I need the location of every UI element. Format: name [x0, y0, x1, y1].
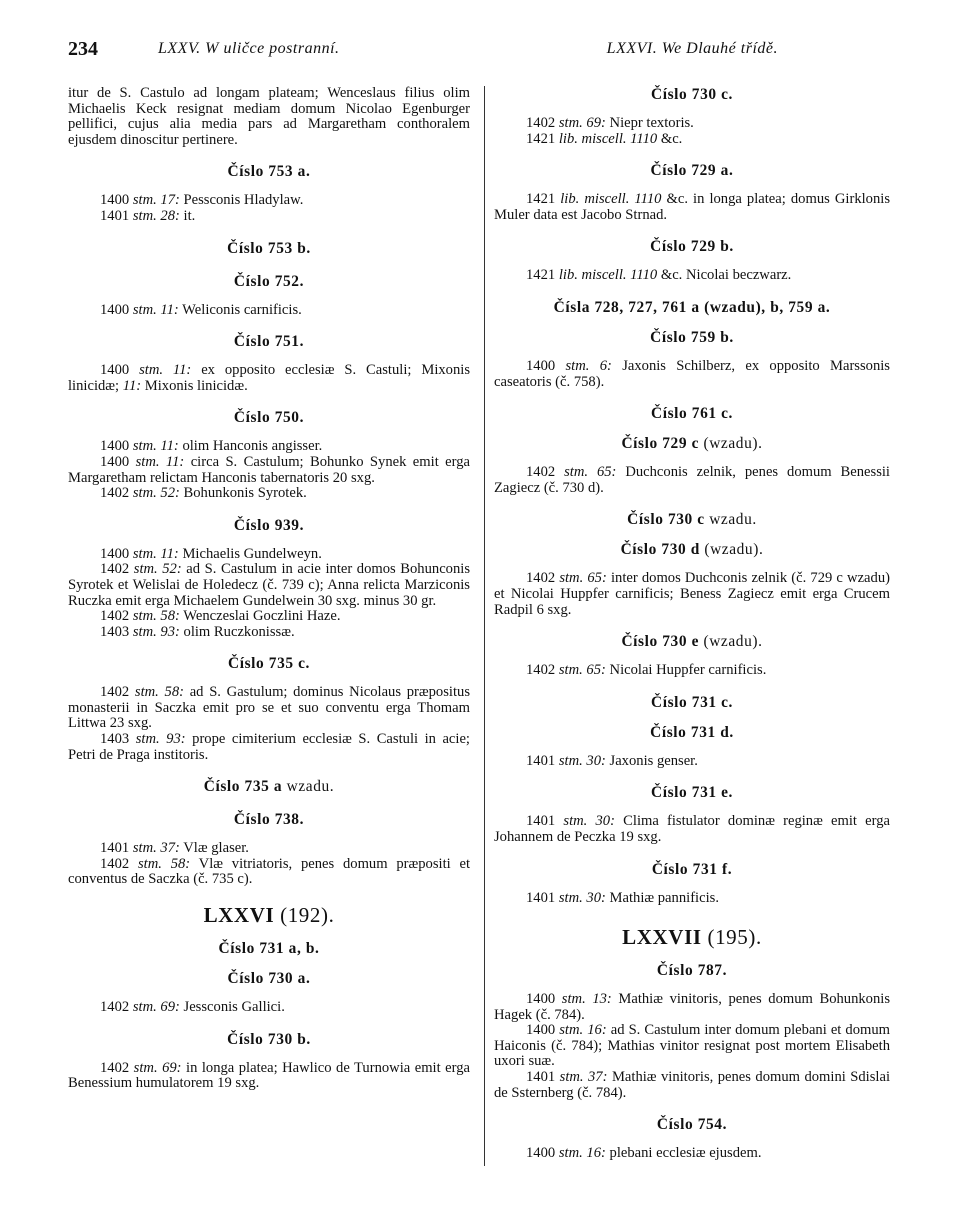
right-column — [494, 86, 890, 1162]
entry: 1400 stm. 11: Michaelis Gundelweyn. — [100, 545, 322, 562]
entry: 1401 stm. 30: Mathiæ pannificis. — [526, 889, 719, 906]
entry: 1421 lib. miscell. 1110 &c. — [526, 130, 683, 147]
heading-735a: Číslo 735 a wzadu. — [203, 778, 335, 796]
entry: 1401 stm. 30: Jaxonis genser. — [526, 752, 698, 769]
heading-728-group: Čísla 728, 727, 761 a (wzadu), b, 759 a. — [553, 298, 831, 316]
entry: 1400 stm. 11: olim Hanconis angisser. — [100, 438, 323, 455]
right-running-title: LXXVI. We Dlauhé třídě. — [606, 40, 778, 57]
heading-730d-wzadu: Číslo 730 d (wzadu). — [620, 541, 764, 559]
section-heading-lxxvi: LXXVI (192). — [203, 903, 335, 928]
entry: 1400 stm. 16: ad S. Castulum inter domum plebani et domum Haiconis (č. 784); Mathias vinitor resignat post mortem Elisabeth uxori suæ. — [494, 1022, 891, 1070]
heading-752: Číslo 752. — [233, 272, 305, 290]
heading-729a: Číslo 729 a. — [650, 162, 734, 180]
heading-754: Číslo 754. — [656, 1116, 728, 1134]
heading-759b: Číslo 759 b. — [650, 328, 734, 346]
heading-731ab: Číslo 731 a, b. — [218, 940, 320, 958]
entry: 1402 stm. 69: Niepr textoris. — [526, 115, 694, 131]
entry: 1402 stm. 58: Wenczeslai Goczlini Haze. — [100, 608, 341, 625]
heading-730c-wzadu: Číslo 730 c wzadu. — [627, 511, 757, 529]
entry: 1402 stm. 65: Nicolai Huppfer carnificis. — [526, 662, 767, 679]
entry: 1402 stm. 65: Duchconis zelnik, penes domum Benessii Zagiecz (č. 730 d). — [494, 464, 890, 496]
entry: 1401 stm. 37: Vlæ glaser. — [100, 840, 249, 857]
entry: 1421 lib. miscell. 1110 &c. Nicolai beczwarz. — [526, 267, 792, 284]
heading-750: Číslo 750. — [233, 409, 305, 427]
heading-753b: Číslo 753 b. — [227, 239, 311, 257]
entry: 1403 stm. 93: prope cimiterium ecclesiæ S. Castuli in acie; Petri de Praga institoris. — [68, 731, 470, 763]
entry: 1402 stm. 69: in longa platea; Hawlico de Turnowia emit erga Benessium humulatorem 19 sxg. — [68, 1059, 470, 1092]
entry: 1401 stm. 28: it. — [100, 207, 196, 224]
entry: 1400 stm. 6: Jaxonis Schilberz, ex opposito Marssonis caseatoris (č. 758). — [494, 357, 890, 390]
entry: 1400 stm. 16: plebani ecclesiæ ejusdem. — [526, 1145, 762, 1162]
heading-729b: Číslo 729 b. — [650, 238, 734, 256]
heading-730c: Číslo 730 c. — [650, 86, 733, 103]
intro-paragraph: itur de S. Castulo ad longam plateam; Wenceslaus filius olim Michaelis Keck resignat mediam domum Nicolao Egenburger pellifici, cujus alia media pars ad Margaretham conthoralem ejusdem dinoscitur pertinere. — [68, 85, 470, 148]
entry: 1402 stm. 65: inter domos Duchconis zelnik (č. 729 c wzadu) et Nicolai Huppfer carnificis; Beness Zagiecz emit erga Crucem Radpil 6 sxg. — [494, 570, 890, 618]
heading-753a: Číslo 753 a. — [227, 163, 311, 181]
running-header — [68, 38, 890, 64]
heading-730e-wzadu: Číslo 730 e (wzadu). — [621, 633, 763, 651]
heading-939: Číslo 939. — [233, 516, 305, 534]
left-running-title: LXXV. W uličce postranní. — [158, 40, 340, 57]
entry: 1402 stm. 58: ad S. Gastulum; dominus Nicolaus præpositus monasterii in Saczka emit pro se et suo conventu erga Thomam Littwa 23 sxg. — [68, 684, 470, 732]
heading-735c: Číslo 735 c. — [227, 655, 310, 673]
heading-731e: Číslo 731 e. — [650, 784, 733, 802]
entry: 1401 stm. 37: Mathiæ vinitoris, penes domum domini Sdislai de Ssternberg (č. 784). — [494, 1069, 890, 1101]
heading-731d: Číslo 731 d. — [650, 723, 734, 741]
column-divider — [484, 86, 485, 1166]
heading-731c: Číslo 731 c. — [650, 693, 733, 711]
heading-731f: Číslo 731 f. — [651, 860, 733, 878]
heading-729c: Číslo 729 c (wzadu). — [621, 435, 763, 453]
entry: 1402 stm. 52: Bohunkonis Syrotek. — [100, 485, 307, 502]
section-heading-lxxvii: LXXVII (195). — [622, 925, 762, 950]
heading-761c: Číslo 761 c. — [650, 405, 733, 423]
heading-730b: Číslo 730 b. — [227, 1030, 311, 1048]
entry: 1421 lib. miscell. 1110 &c. in longa platea; domus Girklonis Muler data est Jacobo Strnad. — [494, 191, 890, 223]
entry: 1400 stm. 17: Pessconis Hladylaw. — [100, 192, 304, 209]
heading-751: Číslo 751. — [233, 333, 305, 351]
heading-738: Číslo 738. — [233, 811, 305, 829]
entry: 1401 stm. 30: Clima fistulator dominæ reginæ emit erga Johannem de Peczka 19 sxg. — [494, 813, 891, 845]
entry: 1402 stm. 58: Vlæ vitriatoris, penes domum præpositi et conventus de Saczka (č. 735 c). — [68, 855, 471, 888]
entry: 1402 stm. 69: Jessconis Gallici. — [100, 999, 285, 1016]
heading-730a: Číslo 730 a. — [227, 970, 311, 988]
entry: 1402 stm. 52: ad S. Castulum in acie inter domos Bohunconis Syrotek et Welislai de Holedecz (č. 739 c); Anna relicta Marziconis Ruczka emit erga Michaelem Gundelwein 30 sxg. minus 30 gr. — [68, 561, 470, 609]
entry: 1400 stm. 13: Mathiæ vinitoris, penes domum Bohunkonis Hagek (č. 784). — [494, 991, 891, 1023]
entry: 1400 stm. 11: ex opposito ecclesiæ S. Castuli; Mixonis linicidæ; 11: Mixonis linicidæ. — [68, 362, 470, 394]
entry: 1400 stm. 11: circa S. Castulum; Bohunko Synek emit erga Margaretham relictam Hanconis tabernatoris 20 sxg. — [68, 453, 470, 486]
page-number: 234 — [68, 38, 98, 60]
heading-787: Číslo 787. — [656, 962, 728, 980]
entry: 1400 stm. 11: Weliconis carnificis. — [100, 301, 302, 318]
entry: 1403 stm. 93: olim Ruczkonissæ. — [100, 623, 295, 640]
left-column — [68, 86, 470, 1092]
